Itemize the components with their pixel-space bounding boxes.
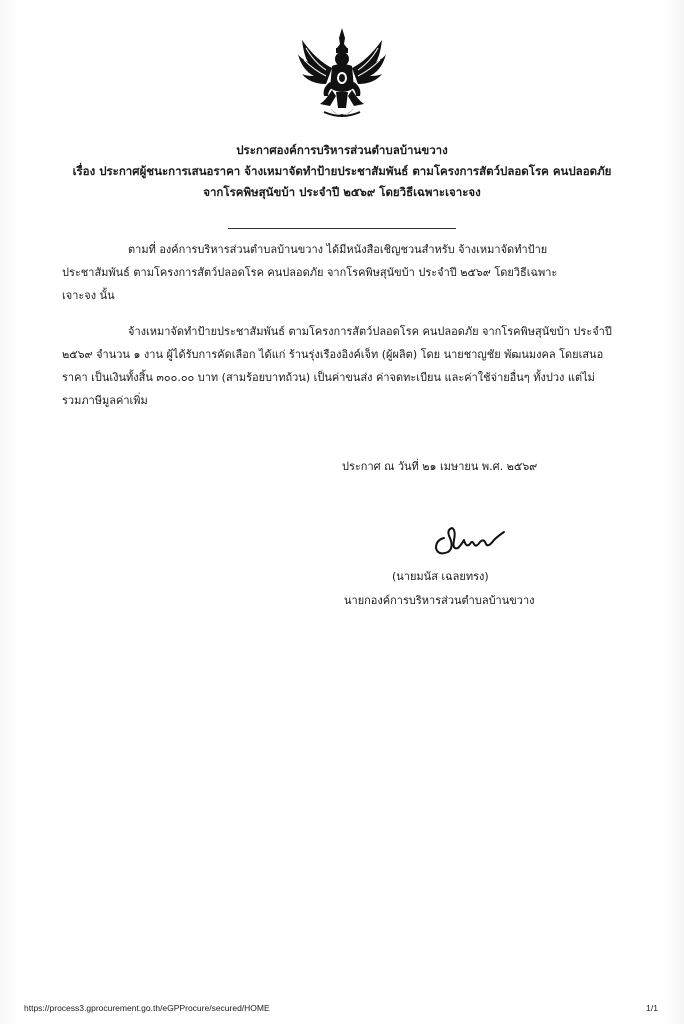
announcement-subject-continued: จากโรคพิษสุนัขบ้า ประจำปี ๒๕๖๙ โดยวิธีเฉพาะเจาะจง [203, 185, 481, 199]
signer-title: นายกองค์การบริหารส่วนตำบลบ้านขวาง [344, 594, 535, 607]
body-paragraph-1 [62, 238, 632, 307]
title-divider [228, 228, 456, 229]
handwritten-signature [430, 518, 506, 562]
signer-name: (นายมนัส เฉลยทรง) [392, 570, 489, 583]
garuda-emblem-icon [296, 26, 388, 122]
announcement-date: ประกาศ ณ วันที่ ๒๑ เมษายน พ.ศ. ๒๕๖๙ [342, 460, 538, 473]
paragraph-line: เจาะจง นั้น [62, 289, 115, 302]
announcement-title: ประกาศองค์การบริหารส่วนตำบลบ้านขวาง [236, 143, 448, 157]
paragraph-line: ตามที่ องค์การบริหารส่วนตำบลบ้านขวาง ได้มีหนังสือเชิญชวนสำหรับ จ้างเหมาจัดทำป้าย [128, 243, 548, 256]
body-paragraph-2 [62, 320, 632, 412]
paragraph-line: รวมภาษีมูลค่าเพิ่ม [62, 394, 148, 407]
page-number: 1/1 [646, 1003, 658, 1013]
paragraph-line: ๒๕๖๙ จำนวน ๑ งาน ผู้ได้รับการคัดเลือก ได้แก่ ร้านรุ่งเรืองอิงค์เจ็ท (ผู้ผลิต) โดย นายชาญชัย พัฒนมงคล โดยเสนอ [62, 348, 604, 361]
footer-url: https://process3.gprocurement.go.th/eGPProcure/secured/HOME [24, 1003, 270, 1013]
paragraph-line: ราคา เป็นเงินทั้งสิ้น ๓๐๐.๐๐ บาท (สามร้อยบาทถ้วน) เป็นค่าขนส่ง ค่าจดทะเบียน และค่าใช้จ่ายอื่นๆ ทั้งปวง แต่ไม่ [62, 371, 595, 384]
paragraph-line: จ้างเหมาจัดทำป้ายประชาสัมพันธ์ ตามโครงการสัตว์ปลอดโรค คนปลอดภัย จากโรคพิษสุนัขบ้า ประจำปี [128, 325, 612, 338]
announcement-subject: เรื่อง ประกาศผู้ชนะการเสนอราคา จ้างเหมาจัดทำป้ายประชาสัมพันธ์ ตามโครงการสัตว์ปลอดโรค คนปลอดภัย [72, 164, 612, 178]
paragraph-line: ประชาสัมพันธ์ ตามโครงการสัตว์ปลอดโรค คนปลอดภัย จากโรคพิษสุนัขบ้า ประจำปี ๒๕๖๙ โดยวิธีเฉพาะ [62, 266, 558, 279]
